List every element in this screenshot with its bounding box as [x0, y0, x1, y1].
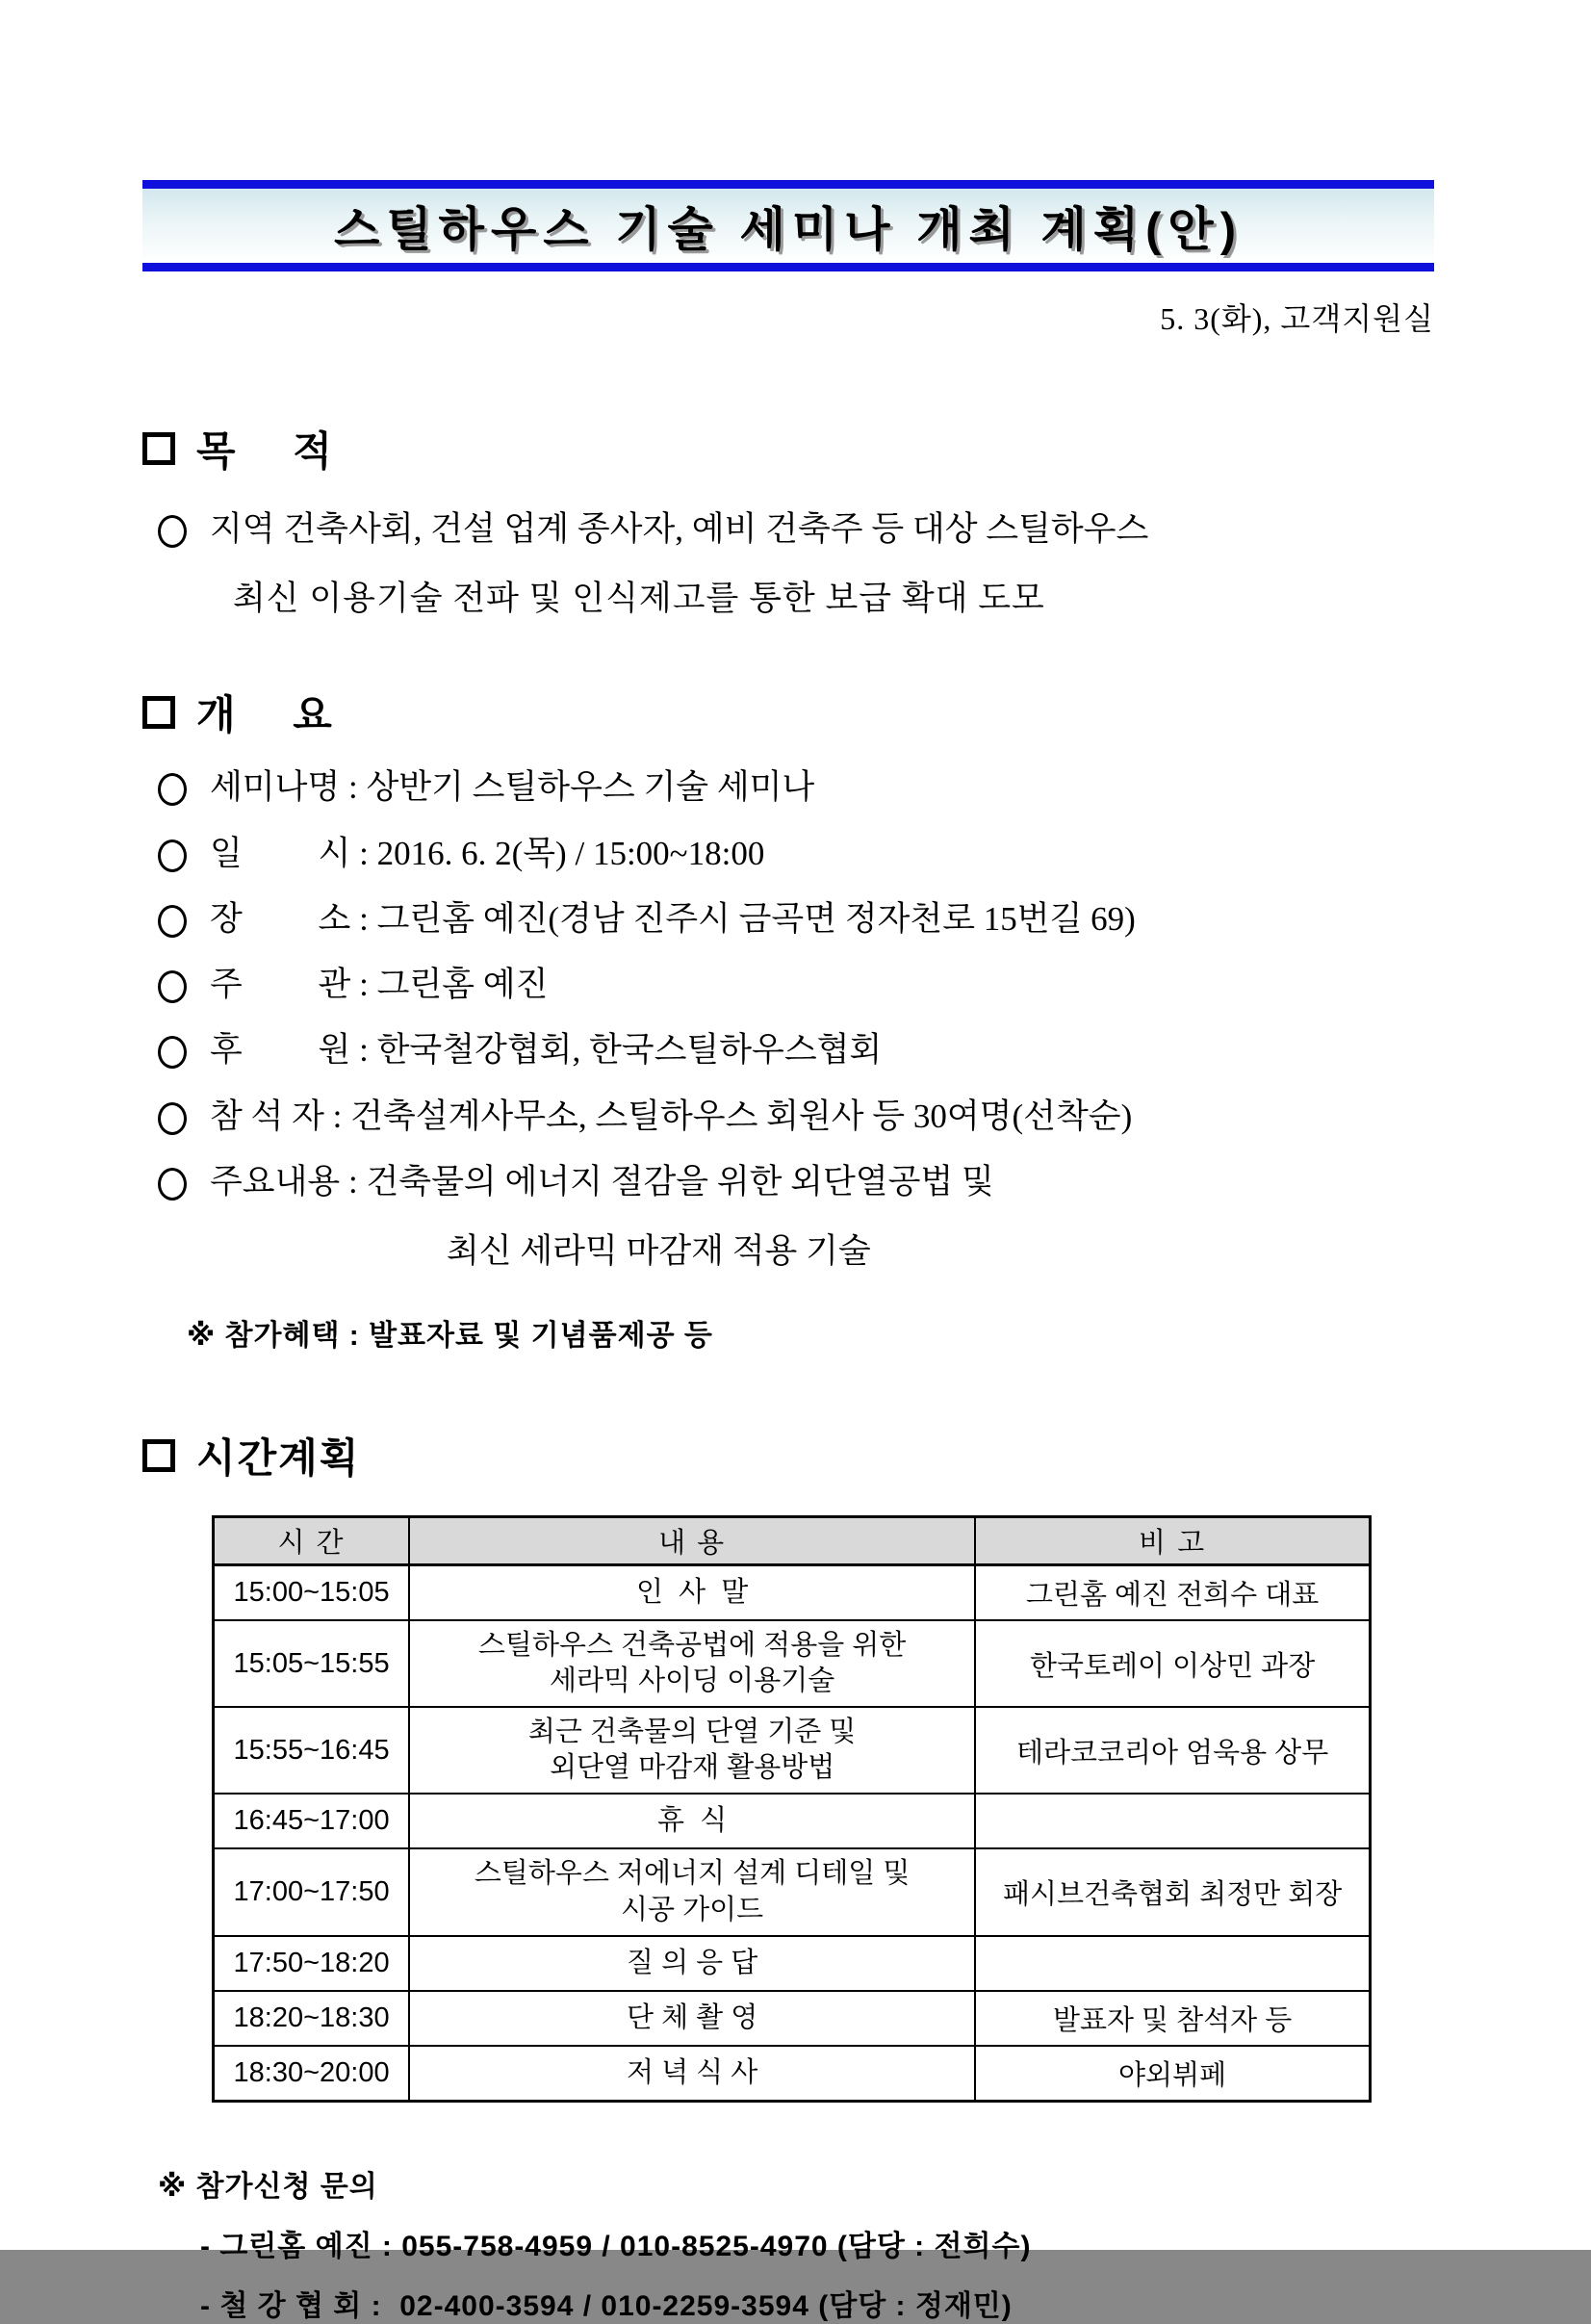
- schedule-content-cell: [409, 1565, 975, 1621]
- overview-items: [142, 768, 1434, 1273]
- schedule-time-cell: 15:05~15:55: [214, 1620, 410, 1707]
- purpose-heading-row: [142, 420, 1434, 478]
- bullet-circle-icon: [158, 839, 187, 872]
- schedule-note-cell: 패시브건축협회 최정만 회장: [975, 1848, 1370, 1935]
- contact-lines: [158, 2222, 1434, 2324]
- schedule-note-cell: 야외뷔페: [975, 2046, 1370, 2102]
- footer-contact-block: [158, 2162, 1434, 2324]
- bullet-circle-icon: [158, 773, 187, 806]
- overview-heading-row: [142, 684, 1434, 741]
- bullet-circle-icon: [158, 1168, 187, 1201]
- document-title: 스틸하우스 기술 세미나 개최 계획(안): [333, 203, 1244, 256]
- bullet-circle-icon: [158, 970, 187, 1003]
- table-row: [214, 1565, 1371, 1621]
- purpose-body: [142, 510, 1434, 620]
- schedule-content-line: 인 사 말: [635, 1576, 749, 1608]
- overview-item-row: [158, 768, 1434, 807]
- table-column-header: 시 간: [214, 1517, 410, 1565]
- bullet-circle-icon: [158, 515, 187, 548]
- table-header-row: [214, 1517, 1371, 1565]
- schedule-content-line: 질 의 응 답: [627, 1947, 758, 1978]
- schedule-heading-row: [142, 1427, 1434, 1485]
- overview-item-text: 후 원 : 한국철강협회, 한국스틸하우스협회: [210, 1031, 883, 1070]
- schedule-content-line: 저 녁 식 사: [627, 2056, 758, 2088]
- overview-item-text: 일 시 : 2016. 6. 2(목) / 15:00~18:00: [210, 834, 765, 872]
- section-overview: [142, 684, 1434, 1354]
- table-column-header: 내 용: [409, 1517, 975, 1565]
- overview-item-row: [158, 900, 1434, 939]
- schedule-time-cell: 16:45~17:00: [214, 1794, 410, 1848]
- overview-item-continuation: 최신 세라믹 마감재 적용 기술: [447, 1232, 871, 1270]
- overview-item-row: [158, 835, 1434, 873]
- schedule-note-cell: 테라코코리아 엄욱용 상무: [975, 1707, 1370, 1794]
- schedule-content-cell: [409, 1620, 975, 1707]
- schedule-content-line: 스틸하우스 저에너지 설계 디테일 및: [474, 1858, 911, 1890]
- schedule-note-cell: [975, 1794, 1370, 1848]
- overview-item-row: [158, 966, 1434, 1004]
- overview-item-text: 장 소 : 그린홈 예진(경남 진주시 금곡면 정자천로 15번길 69): [210, 899, 1136, 938]
- schedule-content-line: 시공 가이드: [621, 1894, 764, 1925]
- schedule-content-cell: [409, 1794, 975, 1848]
- schedule-content-cell: [409, 1848, 975, 1935]
- overview-item-row: [158, 1031, 1434, 1070]
- schedule-time-cell: 17:50~18:20: [214, 1936, 410, 1991]
- schedule-content-cell: [409, 1991, 975, 2046]
- overview-item-row: [158, 1097, 1434, 1136]
- overview-item-text: 세미나명 : 상반기 스틸하우스 기술 세미나: [210, 768, 815, 807]
- schedule-content-line: 단 체 촬 영: [627, 2001, 758, 2033]
- schedule-time-cell: 18:30~20:00: [214, 2046, 410, 2102]
- table-row: [214, 1620, 1371, 1707]
- table-row: [214, 1707, 1371, 1794]
- overview-item-text: 주 관 : 그린홈 예진: [210, 966, 549, 1003]
- date-department-line: 5. 3(화), 고객지원실: [1160, 301, 1434, 336]
- schedule-content-line: 최근 건축물의 단열 기준 및: [527, 1717, 857, 1748]
- contact-note-title: ※ 참가신청 문의: [158, 2170, 378, 2203]
- schedule-note-cell: 발표자 및 참석자 등: [975, 1991, 1370, 2046]
- title-banner: [142, 180, 1434, 271]
- contact-line: - 철 강 협 회 : 02-400-3594 / 010-2259-3594 (담당 : 정재민): [200, 2289, 1013, 2322]
- schedule-content-cell: [409, 1707, 975, 1794]
- participation-benefit-note: ※ 참가혜택 : 발표자료 및 기념품제공 등: [187, 1320, 713, 1352]
- schedule-content-cell: [409, 2046, 975, 2102]
- contact-line: - 그린홈 예진 : 055-758-4959 / 010-8525-4970 (담당 : 전희수): [200, 2230, 1032, 2262]
- schedule-table: [212, 1515, 1372, 2103]
- table-row: [214, 1991, 1371, 2046]
- section-schedule: [142, 1427, 1434, 2103]
- purpose-heading: 목 적: [196, 428, 334, 474]
- schedule-time-cell: 18:20~18:30: [214, 1991, 410, 2046]
- schedule-content-line: 외단열 마감재 활용방법: [549, 1752, 835, 1784]
- schedule-time-cell: 15:55~16:45: [214, 1707, 410, 1794]
- schedule-note-cell: 한국토레이 이상민 과장: [975, 1620, 1370, 1707]
- table-row: [214, 1794, 1371, 1848]
- purpose-line-text: 최신 이용기술 전파 및 인식제고를 통한 보급 확대 도모: [233, 580, 1045, 618]
- table-column-header: 비 고: [975, 1517, 1370, 1565]
- square-marker-icon: [142, 696, 175, 729]
- schedule-time-cell: 15:00~15:05: [214, 1565, 410, 1621]
- schedule-content-line: 세라믹 사이딩 이용기술: [549, 1666, 835, 1697]
- schedule-content-line: 휴 식: [657, 1805, 728, 1837]
- schedule-note-cell: [975, 1936, 1370, 1991]
- bullet-circle-icon: [158, 905, 187, 938]
- section-purpose: [142, 420, 1434, 620]
- schedule-time-cell: 17:00~17:50: [214, 1848, 410, 1935]
- schedule-content-cell: [409, 1936, 975, 1991]
- schedule-content-line: 스틸하우스 건축공법에 적용을 위한: [477, 1630, 907, 1661]
- schedule-table-header: [214, 1517, 1371, 1565]
- bullet-circle-icon: [158, 1102, 187, 1135]
- schedule-table-body: [214, 1565, 1371, 2102]
- table-row: [214, 1848, 1371, 1935]
- purpose-line-text: 지역 건축사회, 건설 업계 종사자, 예비 건축주 등 대상 스틸하우스: [210, 510, 1149, 548]
- bullet-circle-icon: [158, 1036, 187, 1069]
- purpose-bullet-row: [158, 510, 1434, 549]
- table-row: [214, 1936, 1371, 1991]
- overview-heading: 개 요: [196, 692, 334, 738]
- overview-item-text: 주요내용 : 건축물의 에너지 절감을 위한 외단열공법 및: [210, 1162, 994, 1201]
- table-row: [214, 2046, 1371, 2102]
- square-marker-icon: [142, 1439, 175, 1472]
- overview-item-text: 참 석 자 : 건축설계사무소, 스틸하우스 회원사 등 30여명(선착순): [210, 1097, 1133, 1135]
- schedule-heading: 시간계획: [196, 1435, 361, 1481]
- overview-item-row: [158, 1163, 1434, 1201]
- square-marker-icon: [142, 432, 175, 465]
- schedule-note-cell: 그린홈 예진 전희수 대표: [975, 1565, 1370, 1621]
